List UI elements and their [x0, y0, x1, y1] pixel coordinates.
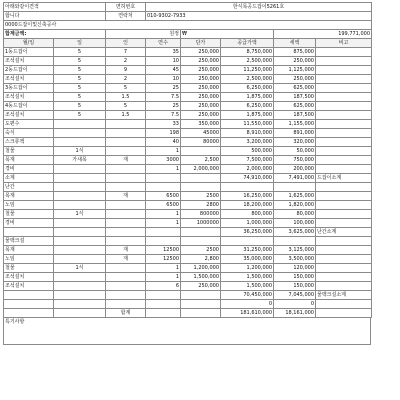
table-cell	[106, 228, 146, 237]
table-cell: 5	[54, 84, 106, 93]
company-name: 한식목공드잡이5261호	[146, 3, 372, 12]
column-header: 단가	[181, 39, 221, 48]
table-row	[4, 48, 372, 57]
table-cell: 500,000	[221, 147, 274, 156]
total-line-unit: 원정	[106, 30, 181, 39]
table-cell	[316, 156, 372, 165]
table-cell: 36,250,000	[221, 228, 274, 237]
table-cell: 16,250,000	[221, 192, 274, 201]
table-cell: 0	[221, 300, 274, 309]
table-cell: 4동드잡이	[4, 102, 54, 111]
table-cell: 7,045,000	[274, 291, 316, 300]
table-row	[4, 156, 372, 165]
table-row	[4, 273, 372, 282]
table-cell	[54, 183, 106, 192]
table-cell	[316, 264, 372, 273]
table-cell	[316, 192, 372, 201]
table-cell	[316, 120, 372, 129]
table-cell: 50,000	[274, 147, 316, 156]
table-cell: 198	[146, 129, 181, 138]
table-cell	[146, 183, 181, 192]
table-cell: 3000	[146, 156, 181, 165]
table-cell: 도편수	[4, 120, 54, 129]
table-cell	[54, 228, 106, 237]
table-cell: 3,500,000	[274, 255, 316, 264]
table-cell: 1000000	[181, 219, 221, 228]
table-row	[4, 84, 372, 93]
table-cell: 6,250,000	[221, 84, 274, 93]
table-cell: 가새목	[54, 156, 106, 165]
table-cell: 250,000	[181, 57, 221, 66]
table-row	[4, 192, 372, 201]
table-cell: 250,000	[181, 102, 221, 111]
table-cell: 7.5	[146, 93, 181, 102]
table-cell	[316, 111, 372, 120]
table-cell	[181, 237, 221, 246]
table-cell	[106, 138, 146, 147]
table-cell: 2,800	[181, 255, 221, 264]
table-cell	[146, 237, 181, 246]
table-cell	[54, 255, 106, 264]
table-cell	[316, 210, 372, 219]
table-cell: 80000	[181, 138, 221, 147]
table-cell	[54, 219, 106, 228]
table-cell: 11,250,000	[221, 66, 274, 75]
table-cell: 74,910,000	[221, 174, 274, 183]
table-cell: 5	[106, 84, 146, 93]
license-label: 면허번호	[106, 3, 146, 12]
estimate-table	[3, 2, 372, 318]
table-row	[4, 165, 372, 174]
table-cell: 5	[54, 66, 106, 75]
table-cell: 150,000	[274, 282, 316, 291]
table-cell: 철물	[4, 210, 54, 219]
table-cell: 350,000	[181, 120, 221, 129]
table-cell: 35,000,000	[221, 255, 274, 264]
estimate-sheet	[3, 2, 371, 345]
table-cell	[106, 201, 146, 210]
table-cell: 80,000	[274, 210, 316, 219]
table-cell: 재	[106, 255, 146, 264]
table-cell: 2500	[181, 246, 221, 255]
table-cell: 2,500,000	[221, 57, 274, 66]
table-cell: 철물	[4, 147, 54, 156]
table-cell	[146, 300, 181, 309]
table-cell: 200,000	[274, 165, 316, 174]
total-line-amount: 199,771,000	[274, 30, 372, 39]
table-cell	[181, 291, 221, 300]
table-cell: 181,610,000	[221, 309, 274, 318]
table-cell: 1.5	[106, 111, 146, 120]
table-row	[4, 57, 372, 66]
table-cell	[221, 183, 274, 192]
table-cell: 7	[106, 48, 146, 57]
table-cell: 5	[54, 93, 106, 102]
table-cell: 난간	[4, 183, 54, 192]
table-cell: 12500	[146, 255, 181, 264]
table-cell: 250,000	[181, 48, 221, 57]
table-cell: 33	[146, 120, 181, 129]
table-cell: 12500	[146, 246, 181, 255]
table-cell: 6,250,000	[221, 102, 274, 111]
table-cell: 0	[274, 300, 316, 309]
table-cell: 1	[146, 219, 181, 228]
table-cell: 조석설치	[4, 273, 54, 282]
table-cell	[106, 237, 146, 246]
table-cell: 18,161,000	[274, 309, 316, 318]
table-row	[4, 201, 372, 210]
table-cell	[106, 291, 146, 300]
table-cell: 조석설치	[4, 111, 54, 120]
table-cell	[106, 174, 146, 183]
table-cell	[316, 147, 372, 156]
table-cell	[106, 273, 146, 282]
table-cell: 5	[54, 75, 106, 84]
contact-number: 010-9302-7933	[146, 12, 372, 21]
table-cell	[54, 174, 106, 183]
table-cell: 1,200,000	[221, 264, 274, 273]
table-cell	[316, 57, 372, 66]
table-cell: 187,500	[274, 93, 316, 102]
total-line-row	[4, 30, 372, 39]
table-cell: 철물	[4, 264, 54, 273]
table-cell: 재	[106, 156, 146, 165]
table-cell	[146, 174, 181, 183]
table-cell: 1,155,000	[274, 120, 316, 129]
table-cell	[106, 183, 146, 192]
table-cell: 5	[54, 48, 106, 57]
table-cell	[316, 201, 372, 210]
table-cell	[54, 120, 106, 129]
table-cell: 187,500	[274, 111, 316, 120]
table-cell	[221, 237, 274, 246]
table-cell: 조석설치	[4, 57, 54, 66]
table-cell: 목재	[4, 156, 54, 165]
table-cell: 조석설치	[4, 75, 54, 84]
table-cell	[316, 165, 372, 174]
table-cell	[316, 75, 372, 84]
table-cell: 9	[106, 66, 146, 75]
table-row	[4, 93, 372, 102]
table-cell: 1,200,000	[181, 264, 221, 273]
table-cell	[181, 183, 221, 192]
table-cell: 3,125,000	[274, 246, 316, 255]
table-row	[4, 174, 372, 183]
table-cell: 1,000,000	[221, 219, 274, 228]
table-row	[4, 282, 372, 291]
table-row	[4, 210, 372, 219]
table-row	[4, 246, 372, 255]
table-cell: 1.5	[106, 93, 146, 102]
table-cell	[181, 147, 221, 156]
table-cell	[4, 300, 54, 309]
table-cell: 조석설치	[4, 282, 54, 291]
table-cell	[54, 201, 106, 210]
table-cell: 6500	[146, 201, 181, 210]
table-cell: 35	[146, 48, 181, 57]
table-cell	[274, 183, 316, 192]
table-cell	[106, 120, 146, 129]
table-cell: 5	[106, 102, 146, 111]
column-header: 공급가액	[221, 39, 274, 48]
table-cell: 7,500,000	[221, 156, 274, 165]
table-cell	[316, 255, 372, 264]
table-cell: 경비	[4, 219, 54, 228]
table-cell: 조석설치	[4, 93, 54, 102]
table-cell	[316, 246, 372, 255]
table-cell	[54, 192, 106, 201]
table-cell	[316, 300, 372, 309]
table-cell: 1동드잡이	[4, 48, 54, 57]
table-cell: 800000	[181, 210, 221, 219]
column-header: 연수	[146, 39, 181, 48]
table-cell: 목재	[4, 246, 54, 255]
table-cell: 1	[146, 147, 181, 156]
table-row	[4, 111, 372, 120]
table-cell: 1,500,000	[181, 273, 221, 282]
table-cell: 2,000,000	[181, 165, 221, 174]
table-cell: 25	[146, 102, 181, 111]
table-cell	[106, 300, 146, 309]
table-cell: 25	[146, 84, 181, 93]
table-cell	[316, 282, 372, 291]
table-cell: 625,000	[274, 102, 316, 111]
table-cell: 250,000	[274, 75, 316, 84]
table-cell	[54, 129, 106, 138]
column-header: 일	[54, 39, 106, 48]
table-cell: 250,000	[181, 111, 221, 120]
table-row	[4, 237, 372, 246]
table-cell: 625,000	[274, 84, 316, 93]
table-cell: 2,500,000	[221, 75, 274, 84]
table-cell	[181, 228, 221, 237]
table-cell: 11,550,000	[221, 120, 274, 129]
table-row	[4, 120, 372, 129]
table-cell	[146, 291, 181, 300]
table-cell	[106, 282, 146, 291]
table-cell: 스크류잭	[4, 138, 54, 147]
table-cell	[54, 273, 106, 282]
table-cell: 2800	[181, 201, 221, 210]
table-cell: 3,625,000	[274, 228, 316, 237]
table-row	[4, 66, 372, 75]
table-cell: 7,491,000	[274, 174, 316, 183]
table-cell	[316, 219, 372, 228]
table-cell: 물맥크설소계	[316, 291, 372, 300]
table-cell: 250,000	[181, 84, 221, 93]
table-cell: 2	[106, 57, 146, 66]
table-cell: 1	[146, 165, 181, 174]
table-cell: 250,000	[274, 57, 316, 66]
table-cell: 800,000	[221, 210, 274, 219]
table-cell: 3,200,000	[221, 138, 274, 147]
table-cell: 1,625,000	[274, 192, 316, 201]
table-cell: 5	[54, 57, 106, 66]
notes-table	[3, 317, 371, 345]
header-row-1	[4, 3, 372, 12]
table-cell	[106, 165, 146, 174]
table-cell: 재	[106, 246, 146, 255]
table-cell: 드잡이소계	[316, 174, 372, 183]
table-cell: 250,000	[181, 93, 221, 102]
table-cell	[316, 84, 372, 93]
table-cell	[146, 228, 181, 237]
table-row	[4, 291, 372, 300]
table-cell: 6500	[146, 192, 181, 201]
notes-row	[4, 318, 371, 345]
table-cell: 1,125,000	[274, 66, 316, 75]
table-cell: 320,000	[274, 138, 316, 147]
table-cell: 18,200,000	[221, 201, 274, 210]
table-cell: 10	[146, 75, 181, 84]
header-row-2	[4, 12, 372, 21]
table-cell	[316, 129, 372, 138]
table-cell: 45	[146, 66, 181, 75]
ask-label: 합니다	[4, 12, 106, 21]
table-cell: 2동드잡이	[4, 66, 54, 75]
table-cell	[181, 300, 221, 309]
table-cell: 목재	[4, 192, 54, 201]
total-line-label: 합계금액:	[4, 30, 106, 39]
table-cell: 5	[54, 111, 106, 120]
table-cell: 합계	[106, 309, 146, 318]
table-cell: 2,000,000	[221, 165, 274, 174]
table-row	[4, 102, 372, 111]
table-row	[4, 228, 372, 237]
table-cell: 1식	[54, 210, 106, 219]
table-cell: 1,875,000	[221, 111, 274, 120]
column-header: 세액	[274, 39, 316, 48]
table-cell: 노임	[4, 255, 54, 264]
table-cell: 1	[146, 210, 181, 219]
table-cell: 750,000	[274, 156, 316, 165]
table-cell: 7.5	[146, 111, 181, 120]
table-row	[4, 147, 372, 156]
table-cell	[316, 48, 372, 57]
table-cell: 1식	[54, 147, 106, 156]
table-cell	[106, 210, 146, 219]
table-row	[4, 129, 372, 138]
contact-label: 연락처	[106, 12, 146, 21]
table-cell: 5	[54, 102, 106, 111]
table-row	[4, 300, 372, 309]
table-cell: 3동드잡이	[4, 84, 54, 93]
quote-label: 아래와같이견적	[4, 3, 106, 12]
table-cell	[54, 282, 106, 291]
table-row	[4, 219, 372, 228]
table-cell	[274, 237, 316, 246]
table-cell: 경비	[4, 165, 54, 174]
table-cell: 2500	[181, 192, 221, 201]
table-cell: 1,820,000	[274, 201, 316, 210]
table-cell: 250,000	[181, 66, 221, 75]
column-header-row	[4, 39, 372, 48]
table-cell: 120,000	[274, 264, 316, 273]
table-cell	[181, 174, 221, 183]
table-cell	[316, 237, 372, 246]
table-cell	[4, 291, 54, 300]
table-cell: 8,910,000	[221, 129, 274, 138]
column-header: 월/일	[4, 39, 54, 48]
table-cell: 소계	[4, 174, 54, 183]
table-cell: 2,500	[181, 156, 221, 165]
table-row	[4, 255, 372, 264]
table-cell: 100,000	[274, 219, 316, 228]
table-cell: 45000	[181, 129, 221, 138]
table-cell: 150,000	[274, 273, 316, 282]
total-line-currency: ₩	[181, 30, 274, 39]
table-cell: 1	[146, 264, 181, 273]
table-cell	[316, 273, 372, 282]
table-cell	[106, 264, 146, 273]
client-name: 0000드잡이및신축공사	[4, 21, 372, 30]
table-cell	[54, 300, 106, 309]
table-row	[4, 138, 372, 147]
column-header: 비고	[316, 39, 372, 48]
table-cell: 노임	[4, 201, 54, 210]
table-cell: 숙식	[4, 129, 54, 138]
table-cell	[54, 138, 106, 147]
table-cell	[106, 129, 146, 138]
table-cell: 8,750,000	[221, 48, 274, 57]
table-cell: 891,000	[274, 129, 316, 138]
table-cell: 6	[146, 282, 181, 291]
table-cell	[316, 183, 372, 192]
notes-label: 특기사항	[4, 318, 371, 345]
table-row	[4, 183, 372, 192]
table-cell	[54, 237, 106, 246]
table-cell	[316, 138, 372, 147]
table-cell: 2	[106, 75, 146, 84]
table-cell	[54, 246, 106, 255]
table-cell: 70,450,000	[221, 291, 274, 300]
table-cell: 40	[146, 138, 181, 147]
table-cell: 875,000	[274, 48, 316, 57]
table-cell	[106, 219, 146, 228]
table-cell: 난간소계	[316, 228, 372, 237]
table-cell: 1식	[54, 264, 106, 273]
table-cell: 재	[106, 192, 146, 201]
table-cell: 1,500,000	[221, 273, 274, 282]
table-cell: 10	[146, 57, 181, 66]
table-cell	[316, 66, 372, 75]
client-row	[4, 21, 372, 30]
table-cell	[106, 147, 146, 156]
table-cell	[54, 165, 106, 174]
table-cell	[54, 291, 106, 300]
table-cell	[4, 228, 54, 237]
table-cell: 250,000	[181, 282, 221, 291]
table-cell: 250,000	[181, 75, 221, 84]
table-cell: 물맥크설	[4, 237, 54, 246]
table-row	[4, 75, 372, 84]
table-cell	[316, 93, 372, 102]
table-cell: 1,500,000	[221, 282, 274, 291]
table-cell: 1	[146, 273, 181, 282]
column-header: 인	[106, 39, 146, 48]
table-cell: 31,250,000	[221, 246, 274, 255]
table-cell: 1,875,000	[221, 93, 274, 102]
table-row	[4, 264, 372, 273]
table-cell	[316, 102, 372, 111]
